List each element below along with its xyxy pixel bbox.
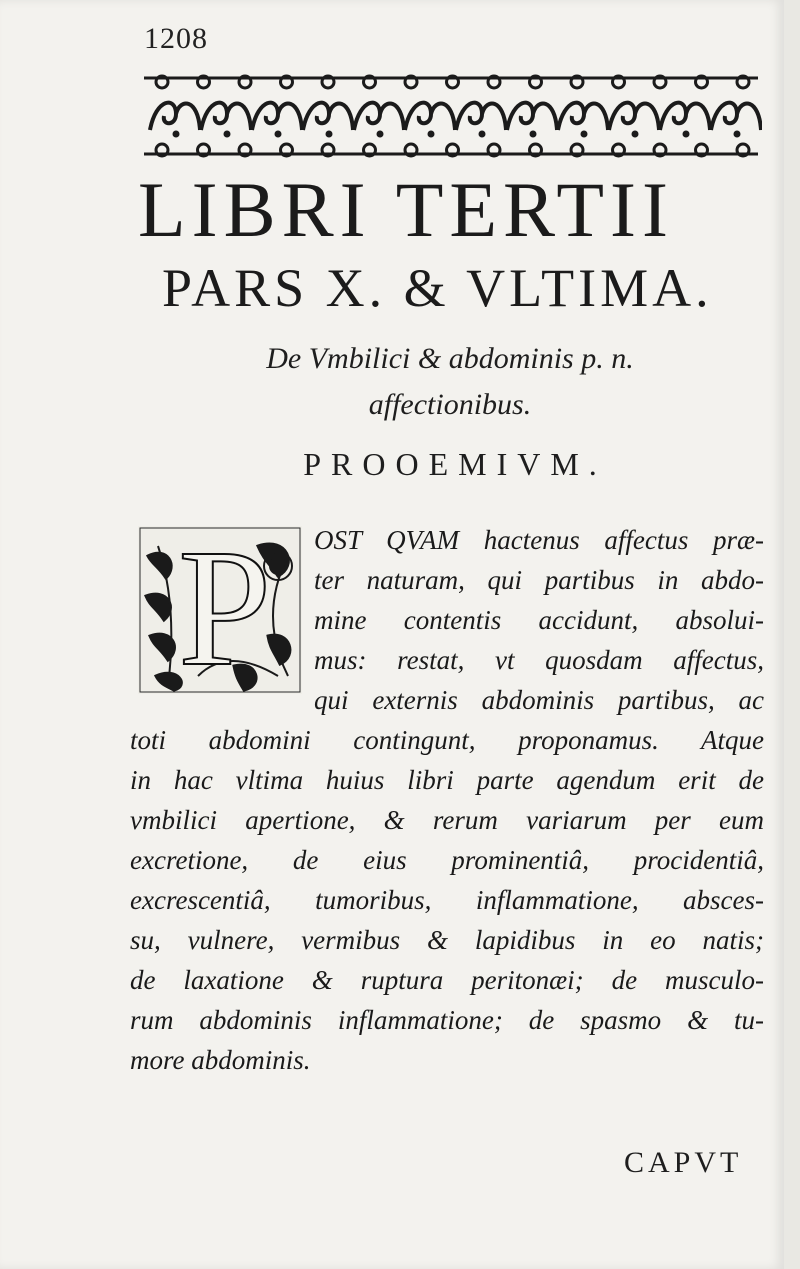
text-line: de laxatione & ruptura peritonæi; de musculo-: [130, 965, 764, 995]
text-line: in hac vltima huius libri parte agendum erit de: [130, 765, 764, 795]
text-line: toti abdomini contingunt, proponamus. Atque: [130, 725, 764, 755]
text-line: qui externis abdominis partibus, ac: [314, 685, 764, 715]
text-line: ter naturam, qui partibus in abdo-: [314, 565, 764, 595]
text-line: su, vulnere, vermibus & lapidibus in eo natis;: [130, 925, 764, 955]
body-text: [130, 515, 764, 1080]
ornamental-headpiece: [140, 68, 762, 164]
text-line: excrescentiâ, tumoribus, inflammatione, absces-: [130, 885, 764, 915]
text-line: mus: restat, vt quosdam affectus,: [314, 645, 764, 675]
section-heading-line-2: affectionibus.: [368, 388, 532, 421]
book-title: LIBRI TERTII: [138, 166, 674, 253]
catchword: CAPVT: [624, 1146, 743, 1179]
proemium-heading: PROOEMIVM.: [303, 446, 607, 482]
text-line: mine contentis accidunt, absolui-: [314, 605, 764, 635]
section-heading: [180, 336, 720, 428]
text-line: vmbilici apertione, & rerum variarum per eum: [130, 805, 764, 835]
text-line: more abdominis.: [130, 1045, 311, 1075]
part-title: PARS X. & VLTIMA.: [162, 258, 713, 318]
section-heading-line-1: De Vmbilici & abdominis p. n.: [266, 342, 634, 375]
drop-cap-letter: P: [178, 515, 272, 701]
text-line: rum abdominis inflammatione; de spasmo & tu-: [130, 1005, 764, 1035]
text-line: excretione, de eius prominentiâ, procidentiâ,: [130, 845, 764, 875]
text-line: OST QVAM hactenus affectus præ-: [314, 525, 764, 555]
page-number: 1208: [144, 22, 208, 55]
